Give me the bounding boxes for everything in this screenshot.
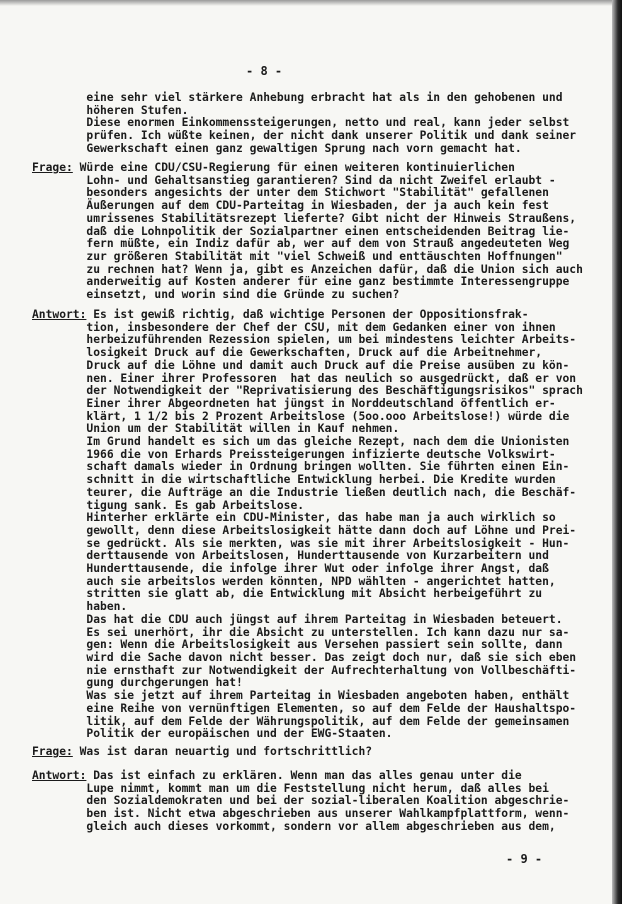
scan-edge-right [612, 0, 622, 904]
answer-1: Antwort: Es ist gewiß richtig, daß wichtige Personen der Oppositionsfrak- tion, insbesondere der Chef der CSU, mit dem Gedanken einer von ihnen herbeizuführenden Rezession spielen, um bei mindestens leichter Arbeits- losigkeit Druck auf die Gewerkschaften, Druck auf die Arbeitnehmer, Druck auf die Löhne und damit auch Druck auf die Preise ausüben zu kön- nen. Einer ihrer Professoren hat das neulich so ausgedrückt, daß er von der Notwendigkeit der "Reprivatisierung des Beschäftigungsrisikos" sprach Einer ihrer Abgeordneten hat jüngst in Norddeutschland öffentlich er- klärt, 1 1/2 bis 2 Prozent Arbeitslose (5oo.ooo Arbeitslose!) würde die Union um der Stabilität willen in Kauf nehmen. Im Grund handelt es sich um das gleiche Rezept, nach dem die Unionisten 1966 die von Erhards Preissteigerungen infizierte deutsche Volkswirt- schaft damals wieder in Ordnung bringen wollten. Sie führten einen Ein- schnitt in die wirtschaftliche Entwicklung herbei. Die Kredite wurden teurer, die Aufträge an die Industrie ließen deutlich nach, die Beschäf- tigung sank. Es gab Arbeitslose. Hinterher erklärte ein CDU-Minister, das habe man ja auch wirklich so gewollt, denn diese Arbeitslosigkeit hätte dann doch auf Löhne und Prei- se gedrückt. Als sie merkten, was sie mit ihrer Arbeitslosigkeit - Hun- derttausende von Arbeitslosen, Hunderttausende von Kurzarbeitern und Hunderttausende, die infolge ihrer Wut oder infolge ihrer Angst, daß auch sie arbeitslos werden könnten, NPD wählten - angerichtet hatten, stritten sie glatt ab, die Entwicklung mit Absicht herbeigeführt zu haben. Das hat die CDU auch jüngst auf ihrem Parteitag in Wiesbaden beteuert. Es sei unerhört, ihr die Absicht zu unterstellen. Ich kann dazu nur sa- gen: Wenn die Arbeitslosigkeit aus Versehen passiert sein sollte, dann wird die Sache davon nicht besser. Das zeigt doch nur, daß sie sich eben nie ernsthaft zur Notwendigkeit der Aufrechterhaltung von Vollbeschäfti- gung durchgerungen hat! Was sie jetzt auf ihrem Parteitag in Wiesbaden angeboten haben, enthält eine Reihe von vernünftigen Elementen, so auf dem Felde der Haushaltspo- litik, auf dem Felde der Währungspolitik, auf dem Felde der gemeinsamen Politik der europäischen und der EWG-Staaten. [32, 308, 583, 741]
question-1: Frage: Würde eine CDU/CSU-Regierung für einen weiteren kontinuierlichen Lohn- und Gehaltsanstieg garantieren? Sind da nicht Zweifel erlaubt - besonders angesichts der unter dem Stichwort "Stabilität" gefallenen Äußerungen auf dem CDU-Parteitag in Wiesbaden, der ja auch kein fest umrissenes Stabilitätsrezept lieferte? Gibt nicht der Hinweis Straußens, daß die Lohnpolitik der Sozialpartner einen entscheidenden Beitrag lie- fern müßte, ein Indiz dafür ab, wer auf dem von Strauß angedeuteten Weg zur größeren Stabilität mit "viel Schweiß und enttäuschten Hoffnungen" zu rechnen hat? Wenn ja, gibt es Anzeichen dafür, daß die Union sich auch anderweitig auf Kosten anderer für eine ganz bestimmte Interessengruppe einsetzt, und worin sind die Gründe zu suchen? [32, 161, 583, 302]
page-number-top: - 8 - [246, 64, 283, 78]
question-label: Frage: [32, 161, 73, 174]
scan-edge-top [0, 0, 622, 6]
paragraph-continuation: eine sehr viel stärkere Anhebung erbracht hat als in den gehobenen und höheren Stufen. Diese enormen Einkommenssteigerungen, netto und real, kann jeder selbst prüfen. Ich wüßte keinen, der nicht dank unserer Politik und dank seiner Gewerkschaft einen ganz gewaltigen Sprung nach vorn gemacht hat. [32, 91, 577, 155]
page-number-bottom: - 9 - [506, 852, 543, 866]
question-2: Frage: Was ist daran neuartig und fortschrittlich? [32, 745, 373, 758]
question-label: Frage: [32, 745, 73, 758]
answer-2: Antwort: Das ist einfach zu erklären. Wenn man das alles genau unter die Lupe nimmt, kommt man um die Feststellung nicht herum, daß alles bei den Sozialdemokraten und bei der sozial-liberalen Koalition abgeschrie- ben ist. Nicht etwa abgeschrieben aus unserer Wahlkampfplattform, wenn- gleich auch dieses vorkommt, sondern vor allem abgeschrieben aus dem, [32, 769, 570, 833]
answer-label: Antwort: [32, 769, 87, 782]
answer-label: Antwort: [32, 308, 87, 321]
